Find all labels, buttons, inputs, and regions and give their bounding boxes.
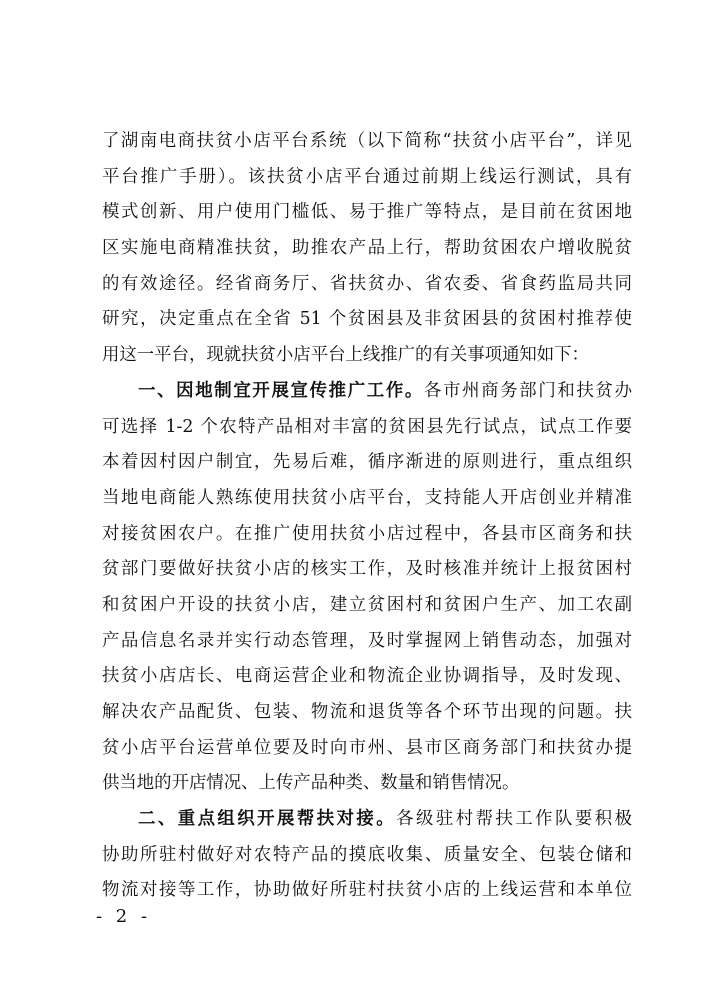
text-line: 了湖南电商扶贫小店平台系统（以下简称“扶贫小店平台”，详见	[102, 131, 632, 151]
text-line: 区实施电商精准扶贫，助推农产品上行，帮助贫困农户增收脱贫	[102, 238, 632, 259]
document-body	[102, 124, 632, 909]
section-1-first-line	[102, 374, 632, 410]
text-line: 协助所驻村做好对农特产品的摸底收集、质量安全、包装仓储和	[102, 844, 632, 865]
text-line: 可选择 1-2 个农特产品相对丰富的贫困县先行试点，试点工作要	[102, 416, 632, 437]
page-number: - 2 -	[96, 906, 152, 927]
text-line: 物流对接等工作，协助做好所驻村扶贫小店的上线运营和本单位	[102, 880, 632, 901]
text-line: 对接贫困农户。在推广使用扶贫小店过程中，各县市区商务和扶	[102, 523, 632, 544]
text-line: 贫小店平台运营单位要及时向市州、县市区商务部门和扶贫办提	[102, 737, 632, 758]
section-1-text: 各市州商务部门和扶贫办	[423, 380, 632, 401]
text-line: 模式创新、用户使用门槛低、易于推广等特点，是目前在贫困地	[102, 202, 632, 223]
text-line: 当地电商能人熟练使用扶贫小店平台，支持能人开店创业并精准	[102, 487, 632, 508]
text-line: 供当地的开店情况、上传产品种类、数量和销售情况。	[102, 773, 520, 794]
text-line: 本着因村因户制宜，先易后难，循序渐进的原则进行，重点组织	[102, 452, 632, 473]
section-1-heading: 一、因地制宜开展宣传推广工作。	[138, 380, 424, 401]
text-line: 贫部门要做好扶贫小店的核实工作，及时核准并统计上报贫困村	[102, 559, 632, 580]
text-line: 产品信息名录并实行动态管理，及时掌握网上销售动态，加强对	[102, 630, 632, 651]
text-line: 平台推广手册）。该扶贫小店平台通过前期上线运行测试，具有	[102, 166, 632, 187]
text-line: 和贫困户开设的扶贫小店，建立贫困村和贫困户生产、加工农副	[102, 594, 632, 615]
section-2-first-line	[102, 802, 632, 838]
text-line: 解决农产品配货、包装、物流和退货等各个环节出现的问题。扶	[102, 702, 632, 722]
text-line: 用这一平台，现就扶贫小店平台上线推广的有关事项通知如下：	[102, 345, 589, 366]
text-line: 扶贫小店店长、电商运营企业和物流企业协调指导，及时发现、	[102, 666, 632, 687]
section-2-heading: 二、重点组织开展帮扶对接。	[138, 809, 397, 830]
text-line: 的有效途径。经省商务厅、省扶贫办、省农委、省食药监局共同	[102, 273, 632, 294]
section-2-text: 各级驻村帮扶工作队要积极	[396, 809, 632, 830]
text-line: 研究，决定重点在全省 51 个贫困县及非贫困县的贫困村推荐使	[102, 309, 632, 330]
